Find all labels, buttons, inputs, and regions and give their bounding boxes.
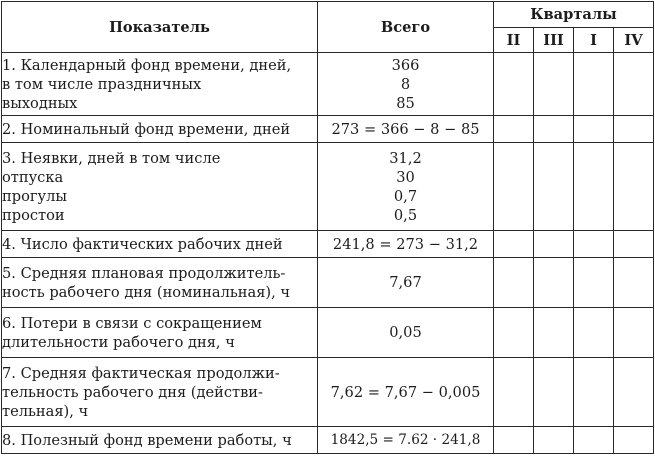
row-total-line: 273 = 366 − 8 − 85 — [331, 120, 480, 138]
row-total-line: 30 — [396, 168, 415, 186]
quarter-cell — [574, 427, 614, 454]
row-name-line: 1. Календарный фонд времени, дней, — [2, 56, 292, 74]
quarter-cell — [494, 53, 534, 116]
table-row — [2, 358, 654, 427]
quarter-cell — [534, 53, 574, 116]
quarter-cell — [494, 231, 534, 258]
row-name-line: 7. Средняя фактическая продолжи- — [2, 364, 280, 382]
row-name-line: в том числе праздничных — [2, 75, 202, 93]
row-total-line: 31,2 — [389, 149, 422, 167]
row-total-cell — [318, 358, 494, 427]
row-total-cell — [318, 231, 494, 258]
quarter-cell — [614, 308, 654, 358]
quarter-cell — [614, 358, 654, 427]
quarter-cell — [614, 143, 654, 231]
row-name-cell — [2, 358, 318, 427]
table-row — [2, 427, 654, 454]
row-name-line: тельная), ч — [2, 402, 89, 420]
quarter-cell — [574, 143, 614, 231]
row-total-line: 0,7 — [393, 187, 418, 205]
row-name-line: 8. Полезный фонд времени работы, ч — [2, 431, 292, 449]
work-time-fund-table — [1, 1, 654, 454]
row-name-line: 2. Номинальный фонд времени, дней — [2, 120, 291, 138]
table-row — [2, 231, 654, 258]
quarter-cell — [494, 116, 534, 143]
row-total-line: 7,67 — [389, 274, 422, 291]
row-total-line: 366 — [391, 56, 420, 74]
row-name-cell — [2, 427, 318, 454]
header-quarters: Кварталы — [494, 2, 654, 28]
row-name-line: длительности рабочего дня, ч — [2, 333, 235, 351]
quarter-cell — [534, 116, 574, 143]
table-row — [2, 308, 654, 358]
quarter-cell — [494, 358, 534, 427]
row-name-line: 5. Средняя плановая продолжитель- — [2, 264, 286, 282]
quarter-cell — [614, 258, 654, 308]
quarter-cell — [494, 258, 534, 308]
row-name-line: 6. Потери в связи с сокращением — [2, 314, 262, 332]
table-row — [2, 116, 654, 143]
quarter-cell — [574, 116, 614, 143]
row-name-cell — [2, 231, 318, 258]
row-total-line: 8 — [400, 75, 411, 93]
quarter-cell — [534, 143, 574, 231]
quarter-cell — [574, 358, 614, 427]
row-name-line: 4. Число фактических рабочих дней — [2, 235, 283, 253]
quarter-cell — [494, 427, 534, 454]
header-indicator: Показатель — [2, 2, 318, 53]
row-total-cell — [318, 143, 494, 231]
header-row — [2, 2, 654, 28]
quarter-cell — [494, 308, 534, 358]
row-name-cell — [2, 258, 318, 308]
row-name-line: тельность рабочего дня (действи- — [2, 383, 263, 401]
row-name-line: выходных — [2, 94, 78, 112]
quarter-cell — [574, 53, 614, 116]
row-name-line: 3. Неявки, дней в том числе — [2, 149, 221, 167]
quarter-cell — [614, 116, 654, 143]
row-name-line: ность рабочего дня (номинальная), ч — [2, 283, 291, 301]
row-name-cell — [2, 143, 318, 231]
quarter-cell — [534, 258, 574, 308]
row-total-line: 0,5 — [393, 206, 418, 224]
row-name-line: простои — [2, 206, 65, 224]
row-total-cell — [318, 308, 494, 358]
row-total-line: 85 — [396, 94, 415, 112]
row-name-line: прогулы — [2, 187, 67, 205]
quarter-cell — [534, 358, 574, 427]
table-row — [2, 53, 654, 116]
row-total-line: 7,62 = 7,67 − 0,005 — [330, 383, 481, 401]
row-name-cell — [2, 308, 318, 358]
quarter-cell — [494, 143, 534, 231]
quarter-cell — [574, 231, 614, 258]
quarter-cell — [574, 258, 614, 308]
quarter-cell — [574, 308, 614, 358]
header-quarter-4: IV — [614, 28, 654, 53]
header-quarter-1: II — [494, 28, 534, 53]
header-total: Всего — [318, 2, 494, 53]
row-total-line: 0,05 — [389, 324, 422, 341]
row-name-cell — [2, 53, 318, 116]
row-total-cell — [318, 53, 494, 116]
quarter-cell — [614, 53, 654, 116]
quarter-cell — [534, 231, 574, 258]
row-total-cell — [318, 258, 494, 308]
row-name-cell — [2, 116, 318, 143]
row-total-cell — [318, 116, 494, 143]
quarter-cell — [614, 427, 654, 454]
row-total-line: 1842,5 = 7.62 · 241,8 — [330, 431, 481, 448]
quarter-cell — [534, 427, 574, 454]
quarter-cell — [614, 231, 654, 258]
header-quarter-2: III — [534, 28, 574, 53]
row-name-line: отпуска — [2, 168, 64, 186]
table-row — [2, 258, 654, 308]
quarter-cell — [534, 308, 574, 358]
row-total-cell — [318, 427, 494, 454]
row-total-line: 241,8 = 273 − 31,2 — [332, 235, 479, 253]
header-quarter-3: I — [574, 28, 614, 53]
table-row — [2, 143, 654, 231]
